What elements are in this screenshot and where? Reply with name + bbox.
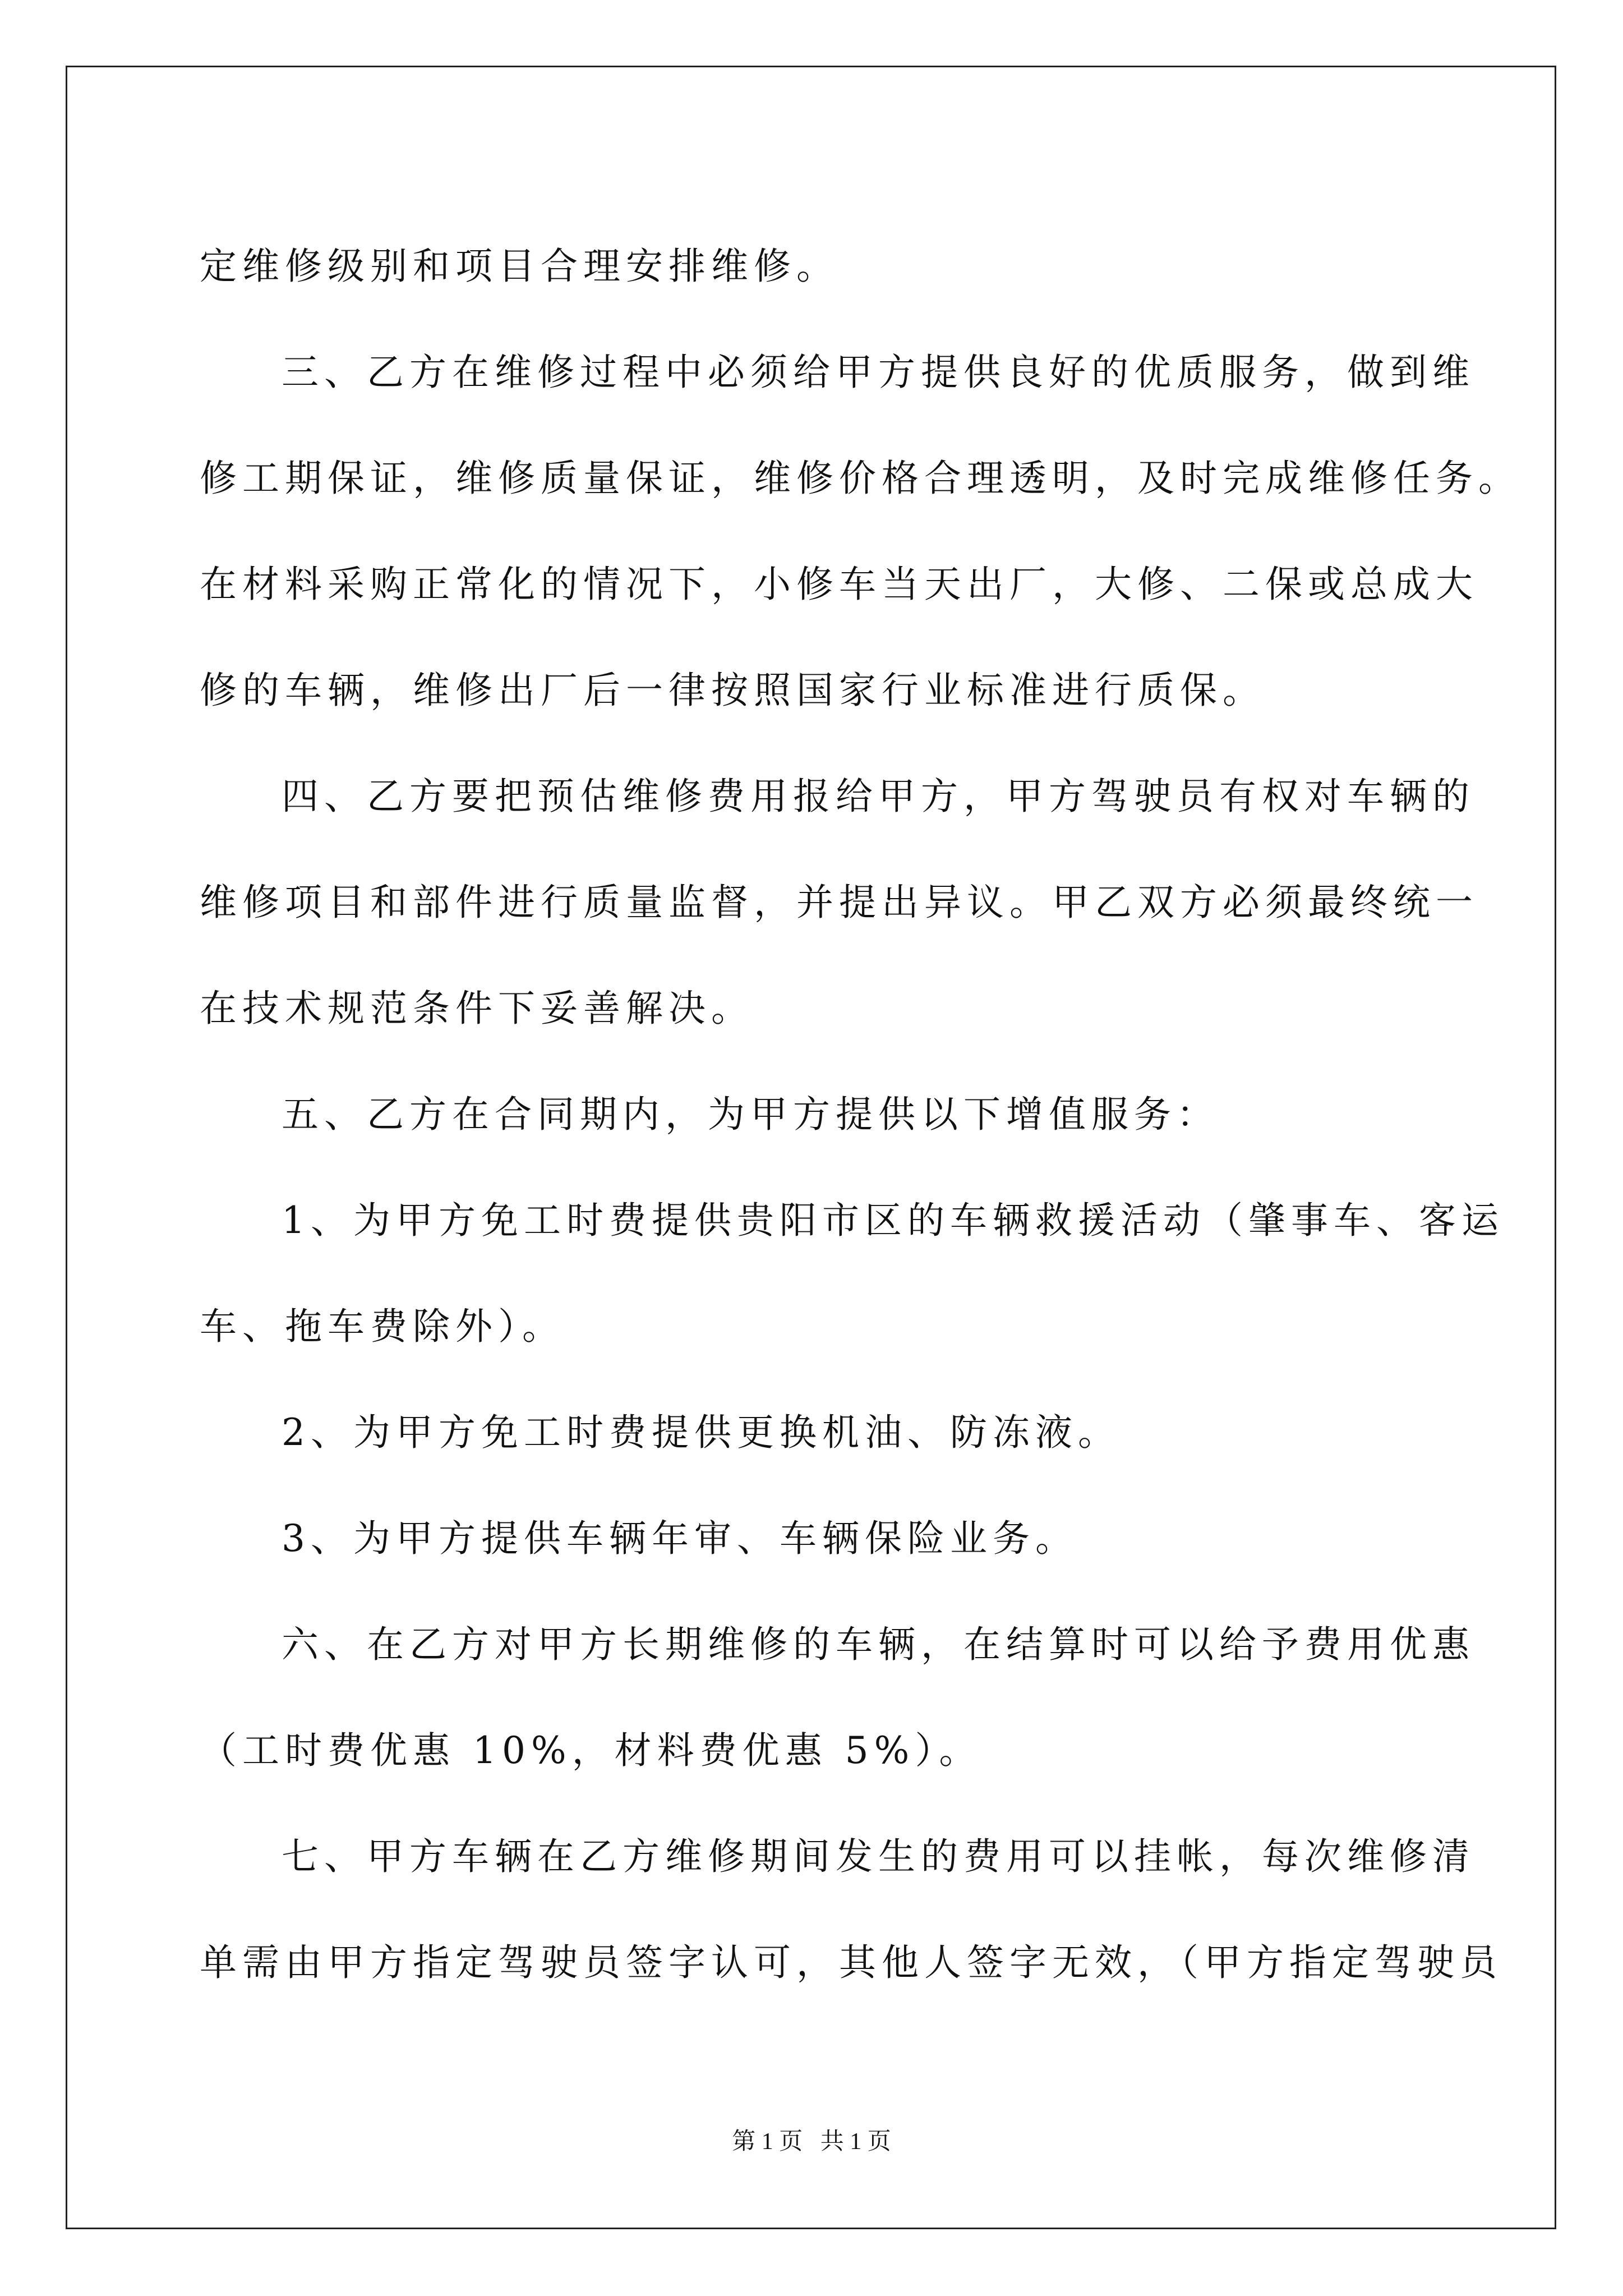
text-line: 1、为甲方免工时费提供贵阳市区的车辆救援活动（肇事车、客运: [282, 1199, 1504, 1242]
text-line: 3、为甲方提供车辆年审、车辆保险业务。: [282, 1517, 1078, 1560]
text-line: 单需由甲方指定驾驶员签字认可，其他人签字无效，（甲方指定驾驶员: [200, 1941, 1502, 1984]
text-line: 四、乙方要把预估维修费用报给甲方，甲方驾驶员有权对车辆的: [282, 775, 1475, 818]
text-line: 七、甲方车辆在乙方维修期间发生的费用可以挂帐，每次维修清: [282, 1835, 1475, 1878]
text-line: 五、乙方在合同期内，为甲方提供以下增值服务：: [282, 1093, 1219, 1136]
text-line: 定维修级别和项目合理安排维修。: [200, 245, 839, 288]
document-body: [200, 213, 1521, 2016]
page-number-footer: 第 1 页 共 1 页: [732, 2129, 891, 2155]
text-line: 六、在乙方对甲方长期维修的车辆，在结算时可以给予费用优惠: [282, 1623, 1475, 1666]
text-line: 2、为甲方免工时费提供更换机油、防冻液。: [282, 1411, 1121, 1454]
text-line: （工时费优惠 10%，材料费优惠 5%）。: [200, 1729, 982, 1772]
text-line: 车、拖车费除外）。: [200, 1305, 565, 1348]
text-line: 在材料采购正常化的情况下，小修车当天出厂，大修、二保或总成大: [200, 563, 1478, 606]
text-line: 在技术规范条件下妥善解决。: [200, 987, 754, 1030]
text-line: 维修项目和部件进行质量监督，并提出异议。甲乙双方必须最终统一: [200, 881, 1478, 924]
text-line: 三、乙方在维修过程中必须给甲方提供良好的优质服务，做到维: [282, 351, 1475, 394]
text-line: 修的车辆，维修出厂后一律按照国家行业标准进行质保。: [200, 669, 1265, 712]
text-line: 修工期保证，维修质量保证，维修价格合理透明，及时完成维修任务。: [200, 457, 1521, 500]
